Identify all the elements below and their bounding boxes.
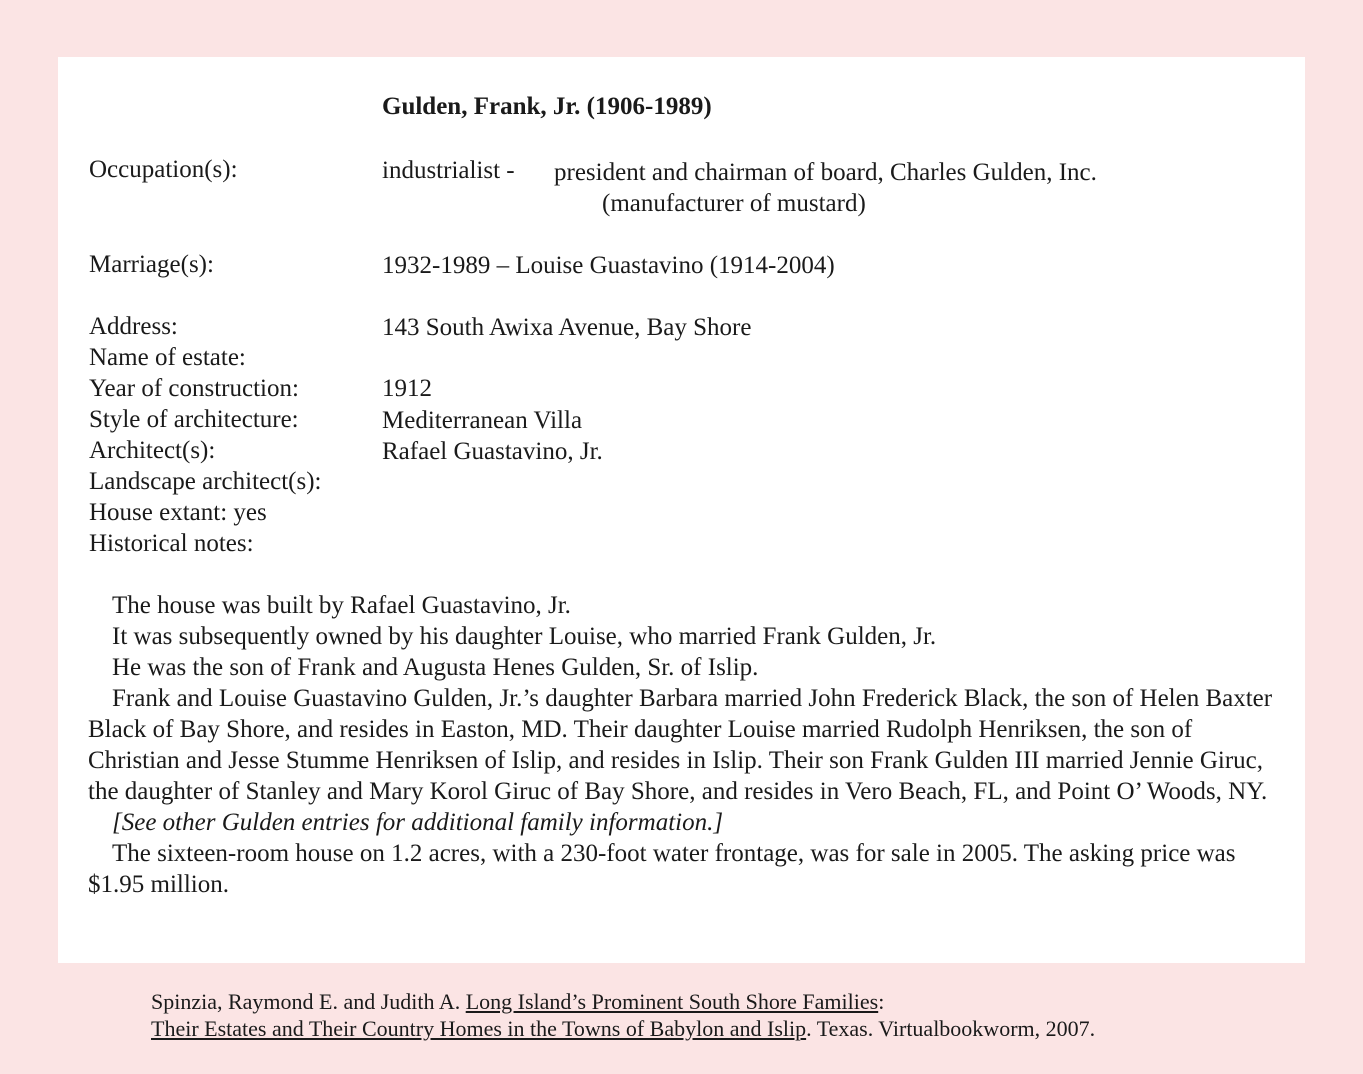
year-of-construction-label: Year of construction: — [89, 375, 299, 402]
citation-line2 — [151, 1015, 1095, 1042]
entry-title: Gulden, Frank, Jr. (1906-1989) — [382, 93, 712, 120]
style-value: Mediterranean Villa — [382, 407, 583, 434]
address-value: 143 South Awixa Avenue, Bay Shore — [382, 314, 752, 341]
citation-line1 — [151, 988, 1095, 1015]
estate-name-label: Name of estate: — [89, 344, 246, 371]
historical-notes-body — [88, 590, 1273, 900]
historical-notes-label: Historical notes: — [89, 530, 254, 557]
citation — [151, 988, 1095, 1042]
citation-book-title-part2: Their Estates and Their Country Homes in the Towns of Babylon and Islip — [151, 1016, 807, 1041]
occupation-detail-line1: president and chairman of board, Charles Gulden, Inc. — [554, 159, 1097, 186]
house-extant-label: House extant: yes — [89, 499, 267, 526]
citation-book-title-part1: Long Island’s Prominent South Shore Families — [465, 989, 879, 1014]
notes-paragraph: The house was built by Rafael Guastavino, Jr. — [112, 592, 571, 619]
notes-paragraph: It was subsequently owned by his daughter Louise, who married Frank Gulden, Jr. — [112, 623, 937, 650]
occupation-value: industrialist - — [382, 157, 515, 184]
address-label: Address: — [89, 313, 178, 340]
style-label: Style of architecture: — [89, 406, 299, 433]
occupation-detail-line2: (manufacturer of mustard) — [602, 190, 866, 217]
marriage-value: 1932-1989 – Louise Guastavino (1914-2004) — [382, 252, 835, 279]
landscape-architects-label: Landscape architect(s): — [89, 468, 322, 495]
notes-closing-paragraph: The sixteen-room house on 1.2 acres, with a 230-foot water frontage, was for sale in 2005. The asking price was $1.95 million. — [88, 840, 1236, 898]
notes-paragraph: He was the son of Frank and Augusta Henes Gulden, Sr. of Islip. — [112, 654, 759, 681]
marriage-label: Marriage(s): — [89, 251, 214, 278]
notes-paragraph: Frank and Louise Guastavino Gulden, Jr.’s daughter Barbara married John Frederick Black, the son of Helen Baxter Black of Bay Shore, and resides in Easton, MD. Their daughter Louise married Rudolph Henriksen, the son of Christian and Jesse Stumme Henriksen of Islip, and resides in Islip. Their son Frank Gulden III married Jennie Giruc, the daughter of Stanley and Mary Korol Giruc of Bay Shore, and resides in Vero Beach, FL, and Point O’ Woods, NY. — [88, 685, 1273, 805]
citation-authors: Spinzia, Raymond E. and Judith A. — [151, 989, 466, 1014]
citation-colon: : — [878, 989, 885, 1014]
occupation-label: Occupation(s): — [89, 156, 238, 183]
year-of-construction-value: 1912 — [382, 375, 432, 402]
citation-publisher: . Texas. Virtualbookworm, 2007. — [806, 1016, 1096, 1041]
architects-value: Rafael Guastavino, Jr. — [382, 438, 603, 465]
notes-italic-reference: [See other Gulden entries for additional family information.] — [112, 809, 724, 836]
occupation-detail — [554, 157, 1097, 219]
architects-label: Architect(s): — [89, 437, 216, 464]
